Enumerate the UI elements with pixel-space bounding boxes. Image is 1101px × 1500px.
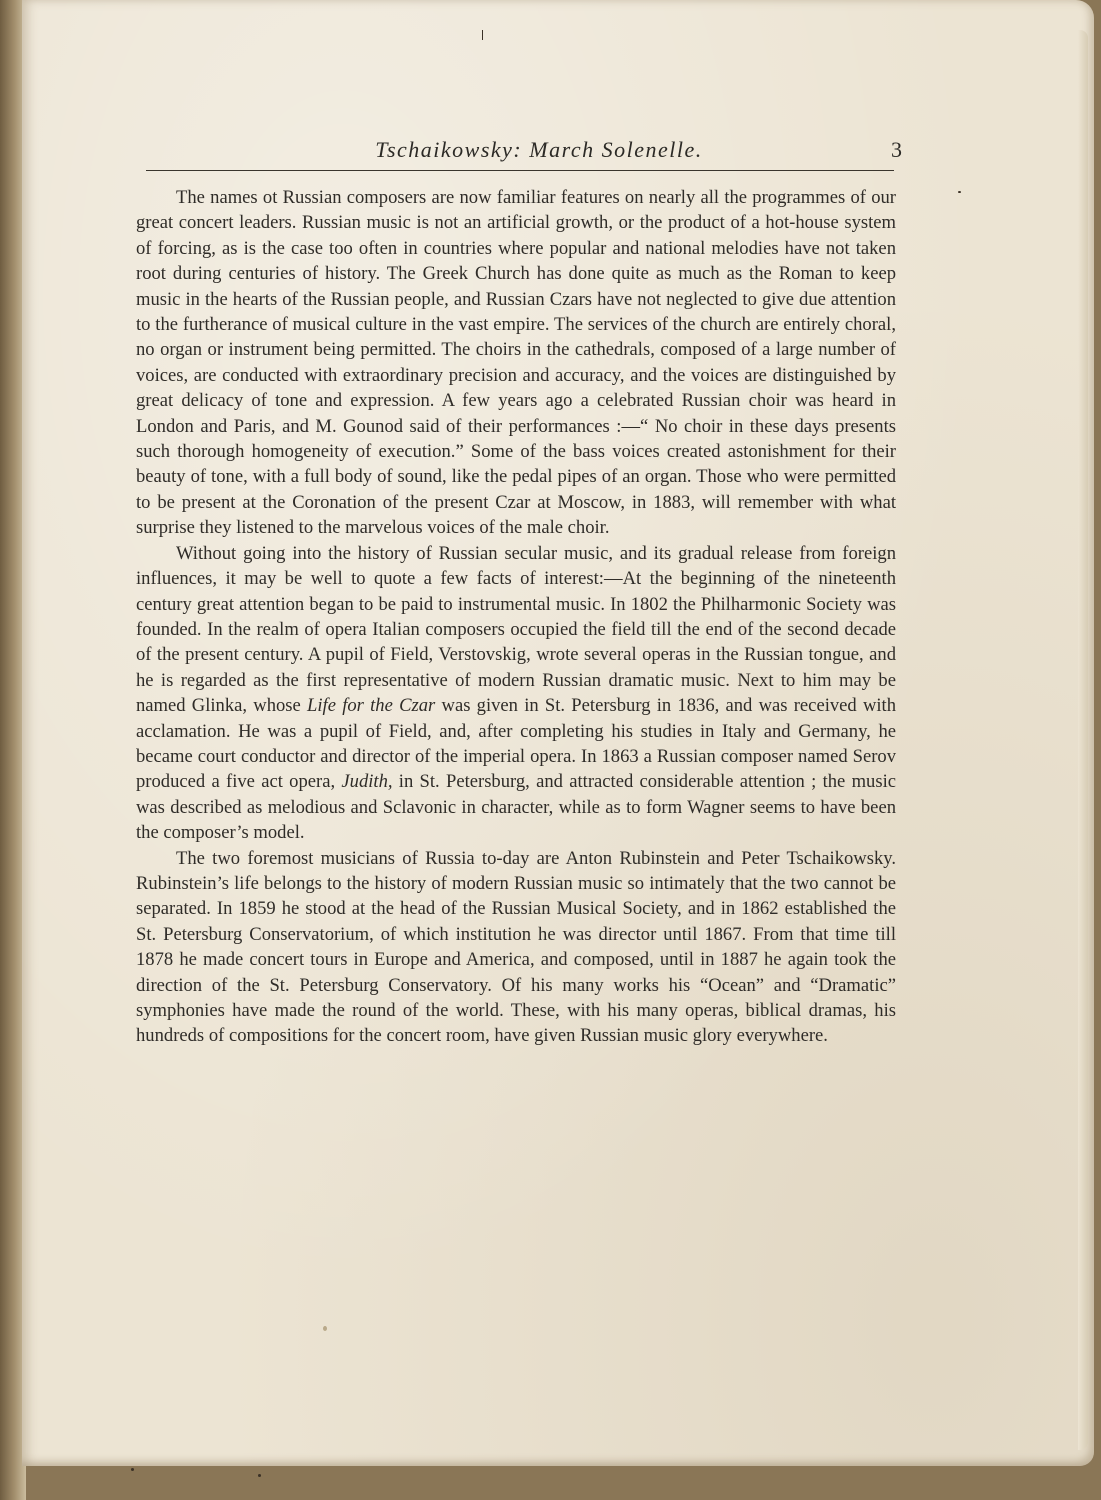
title-judith: Judith,: [341, 771, 393, 793]
paragraph-3: [136, 846, 896, 1049]
ink-speck: [131, 1468, 134, 1471]
paragraph-1: [136, 185, 896, 541]
paragraph-1-text: The names ot Russian composers are now familiar features on nearly all the programmes of our great concert leaders. Russian music is not an artificial growth, or the product of a hot-house system of forcing, as is the case too often in countries where popular and national melodies have not taken root during centuries of history. The Greek Church has done quite as much as the Roman to keep music in the hearts of the Russian people, and Russian Czars have not neglected to give due attention to the furtherance of musical culture in the vast empire. The services of the church are entirely choral, no organ or instrument being permitted. The choirs in the cathedrals, composed of a large number of voices, are conducted with extraordinary precision and accuracy, and the voices are distinguished by great delicacy of tone and expression. A few years ago a celebrated Russian choir was heard in London and Paris, and M. Gounod said of their performances :—“ No choir in these days presents such thorough homogeneity of execution.” Some of the bass voices created astonishment for their beauty of tone, with a full body of sound, like the pedal pipes of an organ. Those who were permitted to be present at the Coronation of the present Czar at Moscow, in 1883, will remember with what surprise they listened to the marvelous voices of the male choir.: [136, 187, 896, 539]
page-number: 3: [891, 137, 902, 162]
paragraph-3-text: The two foremost musicians of Russia to-day are Anton Rubinstein and Peter Tschaikowsky. Rubinstein’s life belongs to the history of modern Russian music so intimately that the two cannot be separated. In 1859 he stood at the head of the Russian Musical Society, and in 1862 established the St. Petersburg Conservatorium, of which institution he was director until 1867. From that time till 1878 he made concert tours in Europe and America, and composed, until in 1887 he again took the direction of the St. Petersburg Conservatory. Of his many works his “Ocean” and “Dramatic” symphonies have made the round of the world. These, with his many operas, biblical dramas, his hundreds of compositions for the concert room, have given Russian music glory everywhere.: [136, 847, 896, 1047]
body-text: [136, 185, 896, 1049]
title-life-for-the-czar: Life for the Czar: [307, 695, 436, 717]
header-rule: [146, 170, 894, 171]
ink-speck: [958, 191, 961, 193]
paragraph-2-text-a: Without going into the history of Russian secular music, and its gradual release from foreign influences, it may be well to quote a few facts of interest:—At the beginning of the nineteenth century great attention began to be paid to instrumental music. In 1802 the Philharmonic Society was founded. In the realm of opera Italian composers occupied the field till the end of the second decade of the present century. A pupil of Field, Verstovskig, wrote several operas in the Russian tongue, and he is regarded as the first representative of modern Russian dramatic music. Next to him may be named Glinka, whose: [136, 542, 896, 717]
ink-speck: [258, 1474, 261, 1477]
page-header: [130, 137, 900, 163]
paragraph-2-text-b: was given in St. Petersburg in 1836, and was received with acclamation. He was a pupil of Field, and, after completing his studies in Italy and Germany, he became court conductor and director of the imperial opera. In 1863 a Russian composer named Serov produced a five act opera,: [136, 695, 896, 793]
paragraph-2: [136, 541, 896, 846]
page-edge: [1078, 30, 1088, 1450]
running-title: Tschaikowsky: March Solenelle.: [375, 137, 703, 162]
ink-speck: [323, 1326, 327, 1331]
ink-speck: [482, 30, 483, 40]
paragraph-2-text-c: in St. Petersburg, and attracted considerable attention ; the music was described as melodious and Sclavonic in character, while as to form Wagner seems to have been the composer’s model.: [136, 771, 896, 844]
